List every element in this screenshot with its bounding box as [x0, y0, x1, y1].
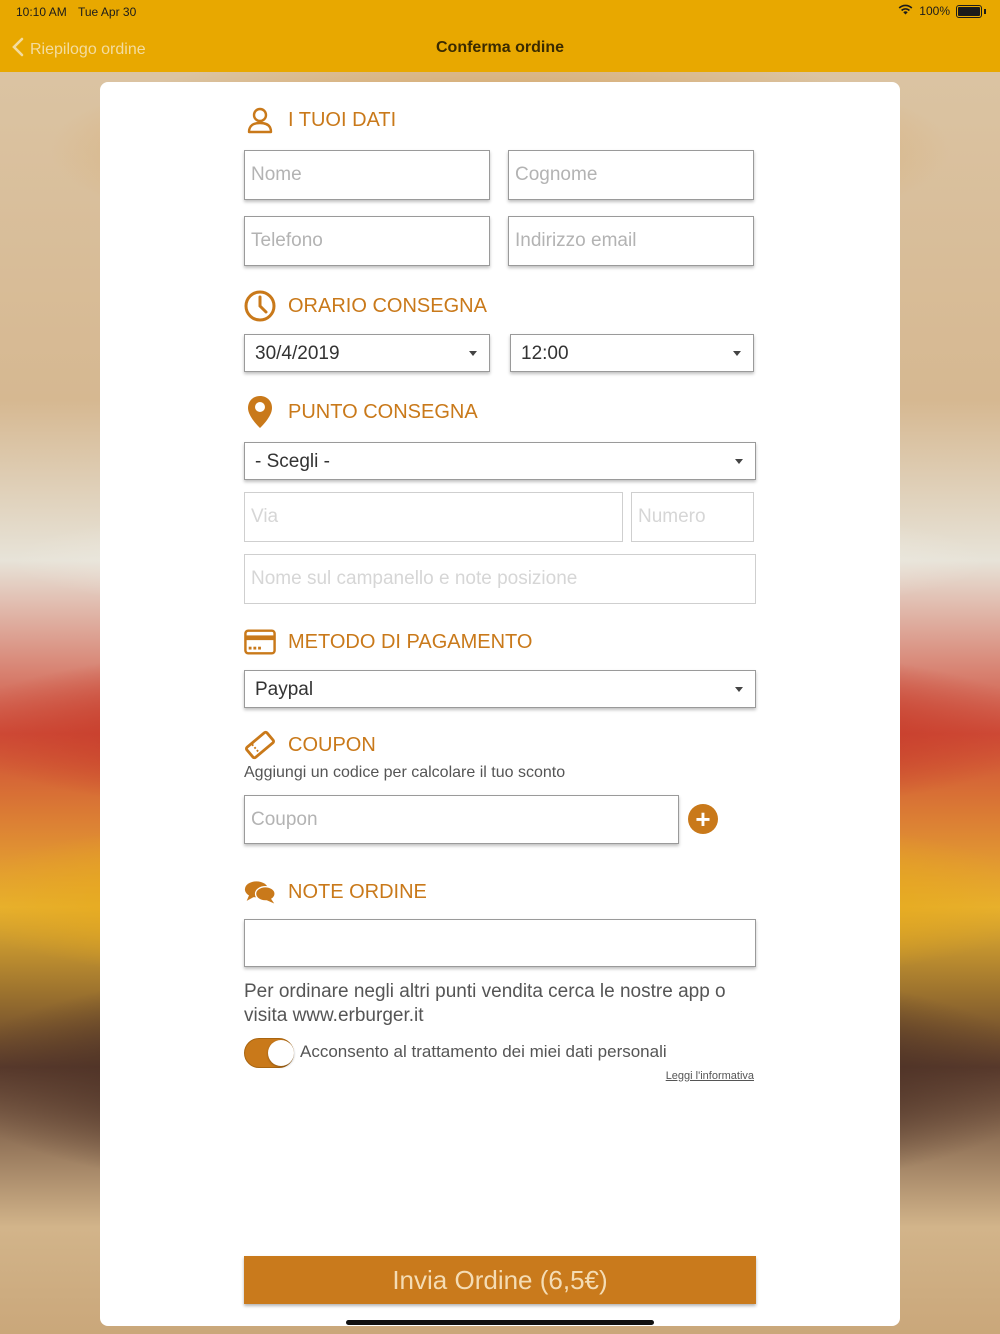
name-input[interactable] [245, 151, 489, 199]
surname-input[interactable] [509, 151, 753, 199]
clock-icon [244, 290, 276, 322]
chat-bubbles-icon [244, 876, 276, 908]
privacy-consent-label: Acconsento al trattamento dei miei dati personali [300, 1042, 667, 1061]
street-field[interactable] [244, 492, 623, 542]
caret-down-icon [735, 459, 743, 464]
section-delivery-point [244, 396, 478, 428]
time-select[interactable] [510, 334, 754, 372]
plus-icon: + [695, 804, 711, 834]
privacy-policy-link[interactable]: Leggi l'informativa [665, 1070, 754, 1082]
section-title-personal: I TUOI DATI [288, 108, 397, 131]
street-number-input[interactable] [632, 493, 753, 541]
order-notes-field[interactable] [244, 919, 756, 967]
section-title-payment: METODO DI PAGAMENTO [288, 630, 533, 653]
add-coupon-button[interactable] [688, 804, 718, 834]
email-field[interactable] [508, 216, 754, 266]
battery-percent: 100% [919, 4, 950, 18]
payment-method-value: Paypal [255, 679, 314, 700]
user-icon [244, 104, 276, 136]
back-label: Riepilogo ordine [30, 40, 146, 58]
section-title-delivery-time: ORARIO CONSEGNA [288, 294, 487, 317]
status-date: Tue Apr 30 [78, 5, 137, 19]
caret-down-icon [469, 351, 477, 356]
doorbell-notes-field[interactable] [244, 554, 756, 604]
section-title-notes: NOTE ORDINE [288, 880, 427, 903]
time-value: 12:00 [521, 343, 569, 364]
coupon-field[interactable] [244, 795, 679, 844]
section-title-coupon: COUPON [288, 733, 376, 756]
page-title: Conferma ordine [435, 39, 564, 56]
other-stores-info: Per ordinare negli altri punti vendita cerca le nostre app o visita www.erburger.it [244, 981, 726, 1026]
toggle-knob [268, 1040, 294, 1066]
payment-method-select[interactable] [244, 670, 756, 708]
street-number-field[interactable] [631, 492, 754, 542]
status-bar [0, 0, 1000, 24]
delivery-point-value: - Scegli - [255, 451, 330, 472]
section-coupon [244, 729, 376, 761]
coupon-description: Aggiungi un codice per calcolare il tuo sconto [244, 764, 566, 781]
section-delivery-time [244, 290, 487, 322]
ticket-icon [244, 729, 276, 761]
wifi-icon [898, 4, 913, 18]
section-personal-data [244, 104, 396, 136]
email-input[interactable] [509, 217, 753, 265]
submit-order-button[interactable]: Invia Ordine (6,5€) [244, 1256, 756, 1304]
credit-card-icon [244, 626, 276, 658]
section-order-notes [244, 876, 427, 908]
caret-down-icon [735, 687, 743, 692]
battery-icon [956, 5, 982, 18]
coupon-input[interactable] [245, 796, 678, 843]
surname-field[interactable] [508, 150, 754, 200]
name-field[interactable] [244, 150, 490, 200]
phone-field[interactable] [244, 216, 490, 266]
delivery-point-select[interactable] [244, 442, 756, 480]
section-title-delivery-point: PUNTO CONSEGNA [288, 400, 478, 423]
order-notes-input[interactable] [245, 920, 755, 966]
date-select[interactable] [244, 334, 490, 372]
street-input[interactable] [245, 493, 622, 541]
section-payment-method [244, 626, 532, 658]
navigation-bar [0, 24, 1000, 72]
home-indicator [346, 1320, 654, 1325]
doorbell-notes-input[interactable] [245, 555, 755, 603]
status-right [898, 4, 986, 18]
caret-down-icon [733, 351, 741, 356]
location-pin-icon [244, 396, 276, 428]
status-time: 10:10 AM [16, 5, 67, 19]
date-value: 30/4/2019 [255, 343, 340, 364]
phone-input[interactable] [245, 217, 489, 265]
privacy-consent-toggle[interactable] [244, 1038, 294, 1068]
